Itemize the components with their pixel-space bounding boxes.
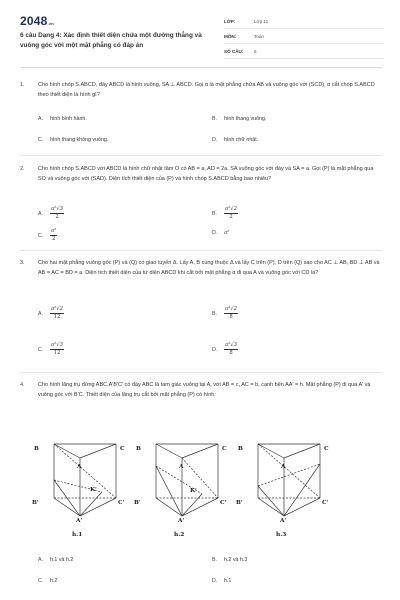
prism-figure-h1: [40, 436, 130, 536]
meta-key: LỚP:: [224, 18, 236, 24]
option-letter: A.: [38, 116, 44, 122]
option-a[interactable]: [38, 557, 73, 563]
meta-row-subject: [224, 29, 384, 44]
question-number: 3.: [20, 260, 25, 266]
option-fraction: [50, 342, 64, 357]
prism-figure-h2: [142, 436, 232, 536]
option-a[interactable]: [38, 116, 87, 122]
vertex-label: A: [77, 464, 82, 470]
question-text: Cho hình chóp S.ABCD với ABCD là hình chữ nhật tâm O có AB = a, AD = 2a. SA vuông góc với đáy và SA = a. Gọi (P) là mặt phẳng qua SO và vuông góc với (SAD). Diện tích thiết diện của (P) và hình chóp S.ABCD bằng bao nhiêu?: [38, 166, 374, 182]
option-b[interactable]: [212, 206, 238, 221]
header-divider: [20, 67, 382, 68]
fraction-denominator: 12: [53, 314, 61, 320]
fraction-denominator: 8: [229, 314, 233, 320]
vertex-label: B: [34, 446, 39, 452]
option-text: h.2: [50, 578, 58, 584]
question-number: 2.: [20, 166, 25, 172]
option-text: h.1: [224, 578, 232, 584]
question-divider: [20, 250, 382, 251]
meta-key: MÔN:: [224, 33, 237, 39]
fraction-denominator: 12: [53, 350, 61, 356]
option-b[interactable]: [212, 306, 238, 321]
option-letter: D.: [212, 578, 218, 584]
vertex-label: B': [134, 500, 141, 506]
fraction-denominator: 8: [229, 350, 233, 356]
fraction-denominator: 2: [55, 214, 59, 220]
option-c[interactable]: [38, 578, 57, 584]
fraction-numerator: a²√2: [51, 306, 64, 312]
option-fraction: [224, 206, 238, 221]
question-text: Cho hình lăng trụ đứng ABC.A'B'C' có đáy ABC là tam giác vuông tại A, với AB = c, AC = b, cạnh bên AA' = h. Mặt phẳng (P) đi qua A' và vuông góc với B'C. Thiết diện của lăng trụ cắt bởi mặt phẳng (P) có hình:: [38, 382, 371, 398]
option-b[interactable]: [212, 116, 266, 122]
option-text: h.2 và h.3: [224, 557, 248, 563]
option-letter: D.: [212, 346, 218, 353]
fraction-numerator: a²√2: [225, 306, 238, 312]
meta-value: 6: [254, 48, 257, 54]
option-fraction: [224, 306, 238, 321]
option-text: hình bình hành.: [50, 116, 87, 122]
vertex-label: K': [90, 487, 97, 493]
vertex-label: B': [32, 500, 39, 506]
option-d[interactable]: [212, 137, 258, 143]
vertex-label: C: [222, 446, 227, 452]
document-title: 6 câu Dạng 4: Xác định thiết diện chứa một đường thẳng và vuông góc với một mặt phẳng có đáp án: [20, 32, 202, 49]
fraction-denominator: 2: [229, 214, 233, 220]
question-text: Cho hai mặt phẳng vuông góc (P) và (Q) có giao tuyến Δ. Lấy A, B cùng thuộc Δ và lấy C trên (P), D trên (Q) sao cho AC ⊥ AB, BD ⊥ AB và AB = AC = BD = a. Diện tích thiết diện của tứ diện ABCD khi cắt bởi mặt phẳng α đi qua A và vuông góc với CD là?: [38, 260, 380, 276]
option-letter: B.: [212, 557, 218, 563]
fraction-denominator: 2: [51, 236, 56, 242]
option-letter: B.: [212, 310, 218, 317]
option-a[interactable]: [38, 206, 64, 221]
option-text: hình thang vuông.: [224, 116, 267, 122]
fraction-numerator: a²√3: [225, 342, 238, 348]
meta-value: Toán: [254, 33, 264, 39]
vertex-label: A': [178, 518, 185, 524]
option-letter: D.: [212, 137, 218, 143]
vertex-label: B': [236, 500, 243, 506]
option-c[interactable]: [38, 342, 64, 357]
vertex-label: B: [136, 446, 141, 452]
option-letter: D.: [212, 230, 218, 236]
option-letter: B.: [212, 116, 218, 122]
option-fraction: [50, 228, 57, 243]
brand-suffix: .vn: [47, 21, 54, 26]
option-letter: C.: [38, 232, 44, 239]
option-fraction: [50, 306, 64, 321]
meta-row-class: [224, 14, 384, 29]
option-c[interactable]: [38, 228, 57, 243]
option-d[interactable]: [212, 230, 229, 236]
vertex-label: B: [238, 446, 243, 452]
figure-caption: h.2: [174, 532, 185, 538]
figure-caption: h.3: [276, 532, 287, 538]
option-text: hình thang không vuông.: [50, 137, 109, 143]
meta-table: [224, 14, 384, 59]
vertex-label: C': [220, 500, 227, 506]
option-fraction: [50, 206, 64, 221]
option-letter: B.: [212, 210, 218, 217]
vertex-label: A': [280, 518, 287, 524]
vertex-label: C: [324, 446, 329, 452]
meta-row-count: [224, 44, 384, 59]
option-b[interactable]: [212, 557, 247, 563]
prism-figure-h3: [244, 436, 334, 536]
fraction-numerator: a²√3: [51, 206, 64, 212]
prism-figures: [20, 436, 380, 546]
figure-caption: h.1: [72, 532, 83, 538]
option-letter: A.: [38, 310, 44, 317]
option-letter: A.: [38, 210, 44, 217]
option-c[interactable]: [38, 137, 108, 143]
fraction-numerator: a²: [51, 228, 57, 234]
option-text: a²: [224, 230, 230, 236]
option-text: hình chữ nhật.: [224, 137, 259, 143]
fraction-numerator: a²√2: [225, 206, 238, 212]
question-number: 1.: [20, 82, 25, 88]
vertex-label: A: [281, 464, 286, 470]
fraction-numerator: a²√3: [51, 342, 64, 348]
brand-logo[interactable]: [20, 14, 54, 28]
question-number: 4.: [20, 382, 25, 388]
brand-name: 2048: [20, 14, 48, 28]
vertex-label: K': [190, 488, 197, 494]
question-divider: [20, 372, 382, 373]
vertex-label: A': [76, 518, 83, 524]
vertex-label: C': [118, 500, 125, 506]
option-a[interactable]: [38, 306, 64, 321]
option-letter: C.: [38, 346, 44, 353]
meta-value: Lớp 11: [254, 18, 269, 24]
option-fraction: [224, 342, 238, 357]
option-d[interactable]: [212, 342, 238, 357]
question-text: Cho hình chóp S.ABCD, đáy ABCD là hình vuông, SA ⊥ ABCD. Gọi α là mặt phẳng chứa AB và vuông góc với (SCD), α cắt chóp S.ABCD theo thiết diện là hình gì?: [38, 82, 375, 98]
option-d[interactable]: [212, 578, 231, 584]
question-divider: [20, 155, 382, 156]
option-text: h.1 và h.2: [50, 557, 74, 563]
option-letter: C.: [38, 137, 44, 143]
option-letter: A.: [38, 557, 44, 563]
vertex-label: C: [120, 446, 125, 452]
option-letter: C.: [38, 578, 44, 584]
vertex-label: A: [179, 464, 184, 470]
meta-key: SỐ CÂU:: [224, 48, 244, 54]
vertex-label: C': [322, 500, 329, 506]
